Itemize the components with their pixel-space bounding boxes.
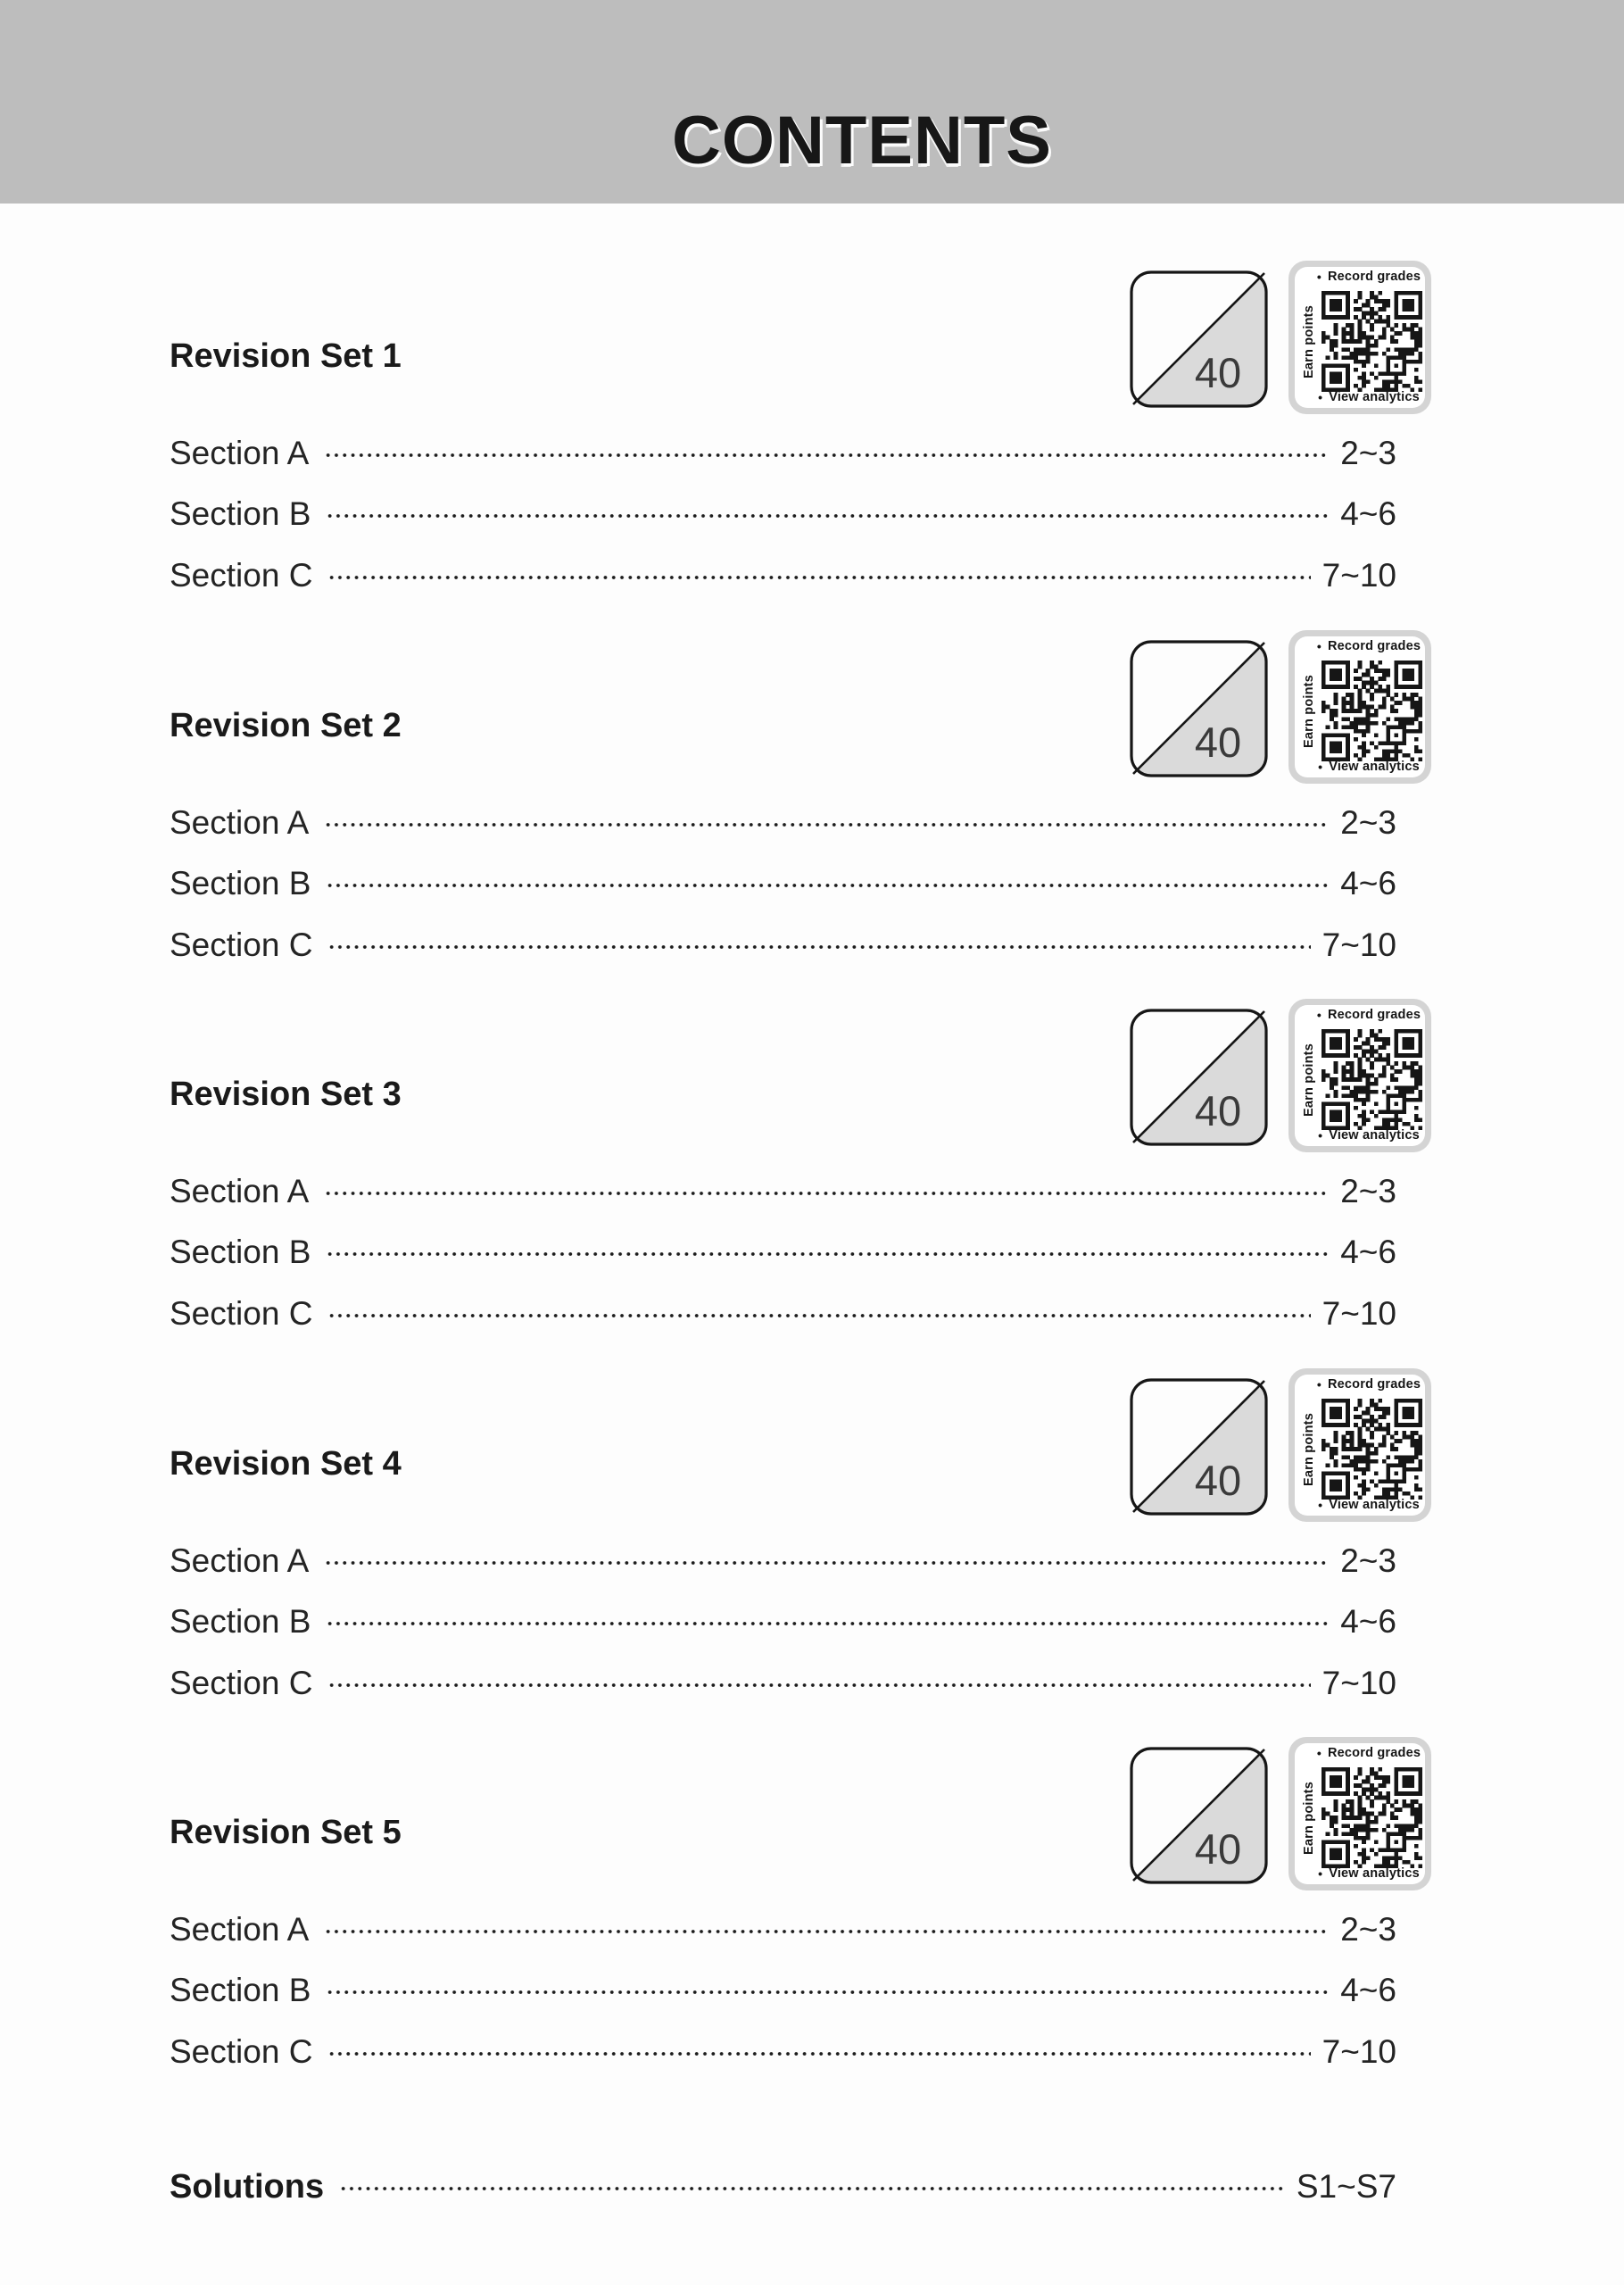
score-box-icon <box>1130 640 1268 777</box>
earn-points-label: Earn points <box>1302 305 1316 378</box>
toc-row <box>170 1172 1396 1211</box>
toc-row <box>170 494 1396 534</box>
solutions-pages: S1~S7 <box>1296 2168 1396 2205</box>
view-analytics-label: View analytics <box>1329 760 1420 774</box>
qr-code-icon <box>1322 1399 1422 1500</box>
score-box-icon <box>1130 1378 1268 1516</box>
dotted-leader <box>326 881 1329 890</box>
page-title: CONTENTS <box>672 103 1052 179</box>
set-title: Revision Set 2 <box>170 707 402 744</box>
score-box <box>1130 640 1268 777</box>
toc-row-pages: 2~3 <box>1340 804 1396 841</box>
toc-row-pages: 7~10 <box>1322 557 1396 594</box>
qr-code-icon <box>1322 1029 1422 1130</box>
toc-row-label: Section A <box>170 804 310 841</box>
toc-row-label: Section C <box>170 1295 313 1332</box>
qr-badge-inner <box>1295 1005 1425 1146</box>
bullet-icon: • <box>1318 760 1323 774</box>
solutions-label: Solutions <box>170 2167 325 2206</box>
bullet-icon: • <box>1318 1498 1323 1512</box>
toc-row <box>170 434 1396 473</box>
toc-row-pages: 7~10 <box>1322 1295 1396 1332</box>
view-analytics-label: View analytics <box>1329 1498 1420 1512</box>
qr-badge <box>1288 1368 1431 1522</box>
record-grades-label: Record grades <box>1327 1377 1421 1392</box>
qr-top-label <box>1314 1746 1423 1760</box>
toc-row-label: Section A <box>170 1911 310 1948</box>
page-banner <box>0 0 1624 204</box>
toc-row <box>170 2032 1396 2072</box>
toc-row-pages: 2~3 <box>1340 1542 1396 1579</box>
dotted-leader <box>327 1311 1310 1320</box>
dotted-leader <box>324 451 1329 460</box>
score-box <box>1130 1009 1268 1146</box>
qr-badge <box>1288 999 1431 1152</box>
record-grades-label: Record grades <box>1327 1008 1421 1022</box>
earn-points-label: Earn points <box>1302 1043 1316 1117</box>
bullet-icon: • <box>1316 1377 1322 1392</box>
score-box <box>1130 1747 1268 1884</box>
bullet-icon: • <box>1318 1128 1323 1142</box>
score-total: 40 <box>1194 1087 1242 1134</box>
toc-row <box>170 803 1396 843</box>
toc-row-pages: 7~10 <box>1322 1665 1396 1701</box>
toc-row <box>170 1910 1396 1949</box>
toc-row-pages: 4~6 <box>1340 1603 1396 1640</box>
qr-badge-inner <box>1295 1743 1425 1884</box>
set-title: Revision Set 1 <box>170 337 402 375</box>
toc-row-pages: 2~3 <box>1340 435 1396 471</box>
qr-badge-inner <box>1295 1375 1425 1516</box>
score-box-icon <box>1130 1009 1268 1146</box>
view-analytics-label: View analytics <box>1329 1866 1420 1881</box>
toc-row <box>170 926 1396 965</box>
toc-row-pages: 4~6 <box>1340 1972 1396 2008</box>
set-title: Revision Set 5 <box>170 1814 402 1851</box>
toc-row-label: Section C <box>170 1665 313 1701</box>
toc-row-pages: 2~3 <box>1340 1173 1396 1209</box>
qr-bottom-label <box>1314 1128 1423 1142</box>
dotted-leader <box>324 820 1329 829</box>
toc-row-pages: 7~10 <box>1322 2033 1396 2070</box>
toc-row <box>170 1541 1396 1581</box>
bullet-icon: • <box>1318 390 1323 404</box>
view-analytics-label: View analytics <box>1329 390 1420 404</box>
toc-row <box>170 1294 1396 1334</box>
dotted-leader <box>327 943 1310 951</box>
qr-badge-inner <box>1295 636 1425 777</box>
score-box <box>1130 270 1268 408</box>
revision-set-block <box>0 630 1624 987</box>
toc-row-label: Section A <box>170 1173 310 1209</box>
record-grades-label: Record grades <box>1327 270 1421 284</box>
qr-top-label <box>1314 639 1423 653</box>
bullet-icon: • <box>1316 270 1322 284</box>
toc-row-pages: 2~3 <box>1340 1911 1396 1948</box>
toc-row-pages: 4~6 <box>1340 865 1396 902</box>
dotted-leader <box>327 2049 1310 2058</box>
toc-row-label: Section B <box>170 1972 311 2008</box>
toc-row-label: Section A <box>170 435 310 471</box>
set-title: Revision Set 3 <box>170 1076 402 1113</box>
score-box-icon <box>1130 1747 1268 1884</box>
qr-badge-inner <box>1295 267 1425 408</box>
dotted-leader <box>339 2184 1285 2193</box>
toc-row-label: Section B <box>170 495 311 532</box>
toc-row-label: Section B <box>170 865 311 902</box>
dotted-leader <box>326 1988 1329 1997</box>
revision-set-block <box>0 261 1624 618</box>
score-total: 40 <box>1194 349 1242 396</box>
earn-points-label: Earn points <box>1302 675 1316 748</box>
record-grades-label: Record grades <box>1327 1746 1421 1760</box>
dotted-leader <box>324 1927 1329 1936</box>
toc-row-label: Section B <box>170 1234 311 1270</box>
qr-bottom-label <box>1314 1866 1423 1881</box>
bullet-icon: • <box>1316 1008 1322 1022</box>
qr-bottom-label <box>1314 1498 1423 1512</box>
toc-row <box>170 1971 1396 2010</box>
score-total: 40 <box>1194 719 1242 766</box>
toc-row-pages: 4~6 <box>1340 1234 1396 1270</box>
set-title: Revision Set 4 <box>170 1445 402 1483</box>
dotted-leader <box>327 573 1310 582</box>
qr-top-label <box>1314 270 1423 284</box>
toc-row <box>170 864 1396 903</box>
dotted-leader <box>326 1250 1329 1259</box>
dotted-leader <box>326 511 1329 520</box>
toc-row-solutions <box>170 2167 1396 2206</box>
qr-top-label <box>1314 1008 1423 1022</box>
view-analytics-label: View analytics <box>1329 1128 1420 1142</box>
qr-top-label <box>1314 1377 1423 1392</box>
revision-set-block <box>0 1368 1624 1725</box>
score-box-icon <box>1130 270 1268 408</box>
toc-row <box>170 1602 1396 1641</box>
qr-code-icon <box>1322 291 1422 392</box>
revision-set-block <box>0 999 1624 1356</box>
score-total: 40 <box>1194 1825 1242 1873</box>
qr-code-icon <box>1322 661 1422 761</box>
revision-set-block <box>0 1737 1624 2094</box>
bullet-icon: • <box>1316 639 1322 653</box>
toc-row <box>170 1664 1396 1703</box>
qr-code-icon <box>1322 1767 1422 1868</box>
qr-bottom-label <box>1314 760 1423 774</box>
earn-points-label: Earn points <box>1302 1413 1316 1486</box>
qr-badge <box>1288 630 1431 784</box>
toc-row-label: Section C <box>170 2033 313 2070</box>
dotted-leader <box>326 1619 1329 1628</box>
toc-row-label: Section C <box>170 926 313 963</box>
score-total: 40 <box>1194 1457 1242 1504</box>
toc-row <box>170 556 1396 595</box>
earn-points-label: Earn points <box>1302 1782 1316 1855</box>
record-grades-label: Record grades <box>1327 639 1421 653</box>
toc-row-label: Section B <box>170 1603 311 1640</box>
score-box <box>1130 1378 1268 1516</box>
bullet-icon: • <box>1316 1746 1322 1760</box>
qr-badge <box>1288 1737 1431 1890</box>
dotted-leader <box>324 1189 1329 1198</box>
toc-row <box>170 1233 1396 1272</box>
bullet-icon: • <box>1318 1866 1323 1881</box>
qr-bottom-label <box>1314 390 1423 404</box>
toc-row-pages: 4~6 <box>1340 495 1396 532</box>
dotted-leader <box>327 1681 1310 1690</box>
dotted-leader <box>324 1558 1329 1567</box>
toc-row-label: Section C <box>170 557 313 594</box>
toc-row-label: Section A <box>170 1542 310 1579</box>
qr-badge <box>1288 261 1431 414</box>
toc-row-pages: 7~10 <box>1322 926 1396 963</box>
